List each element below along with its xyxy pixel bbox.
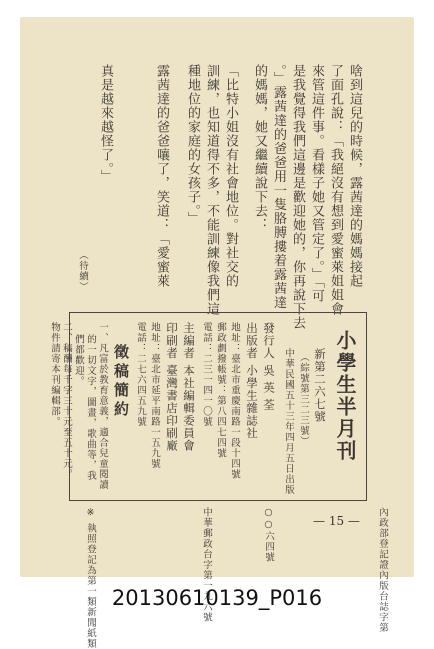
- publisher-line-1: 發行人 吳 英 荃: [262, 322, 276, 411]
- publisher-line-2: 出版者 小學生雜誌社: [245, 322, 259, 440]
- body-column-6: 的媽媽，她又繼續說下去：: [252, 64, 267, 232]
- image-caption: 20130610139_P016: [111, 586, 323, 610]
- solicitation-item-1: 一、凡富於教育意義，適合兒童閱讀: [97, 322, 108, 490]
- body-column-8: 訓練，也知道得不多，不能訓練像我們這: [204, 64, 219, 316]
- solicitation-item-2: 的一切文字，圖畫，歌曲等，我: [85, 334, 96, 481]
- publisher-line-6: 主編者 本社編輯委員會: [182, 322, 196, 452]
- footer-registration-1: 內政部登記證內版台誌字第: [377, 507, 388, 633]
- publisher-line-3: 地址：臺北市重慶南路一段十四號: [229, 322, 240, 480]
- body-column-11: 真是越來越怪了。」: [98, 64, 113, 184]
- body-column-5: 。」露茜達的爸爸用一隻胳膊摟着露茜達: [271, 64, 286, 310]
- masthead-title: 小學生半月刊: [333, 330, 357, 462]
- publisher-line-7: 印刷者 臺灣書店印刷廠: [165, 322, 179, 452]
- masthead-date: 中華民國五十三年四月五日出版: [283, 348, 294, 495]
- body-column-1: 啥到這兒的時候，露茜達的媽媽接起: [347, 64, 362, 288]
- masthead-registration: （綜號第三二三號）: [298, 352, 309, 447]
- publisher-line-4: 郵政劃撥帳號：第八四七四號: [215, 322, 226, 459]
- body-column-9: 種地位的家庭的女孩子。」: [185, 64, 200, 226]
- solicitation-item-3: 們都歡迎。: [73, 334, 84, 387]
- solicitation-title: 徵稿簡約: [112, 344, 130, 420]
- body-column-2: 了面孔說：「我絕沒有想到愛蜜萊姐姐會: [328, 64, 343, 316]
- page-number: — 15 —: [313, 514, 360, 528]
- footer-registration-4: ※ 執照登記為第一類新聞紙類: [85, 507, 96, 649]
- solicitation-item-4: 二、稿酬每千字三十元至五十元。: [61, 322, 72, 480]
- masthead-issue: 新第二六七號: [313, 348, 327, 423]
- body-column-10: 露茜達的爸爸嚷了，笑道：「愛蜜萊: [154, 64, 169, 288]
- solicitation-item-5: 物件請寄本刊編輯部。: [49, 322, 60, 427]
- publisher-line-8: 地址：臺北市延平南路一五九號: [149, 322, 160, 469]
- publisher-line-9: 電話：二七六四五九號: [135, 322, 146, 427]
- body-column-3: 來管這件事。看樣子她又管定了。」「可: [309, 64, 324, 303]
- to-be-continued: （待續）: [77, 250, 88, 292]
- body-column-7: 「比特小姐沒有社會地位。對社交的: [223, 64, 238, 288]
- footer-registration-2: ○○六四號: [263, 507, 274, 563]
- publisher-line-5: 電話：二三一四一〇號: [201, 322, 212, 427]
- body-column-4: 是我覺得我們這邊是歡迎她的，你再說下去: [290, 64, 305, 330]
- footer-registration-3: 中華郵政台字第一九六號: [201, 507, 212, 623]
